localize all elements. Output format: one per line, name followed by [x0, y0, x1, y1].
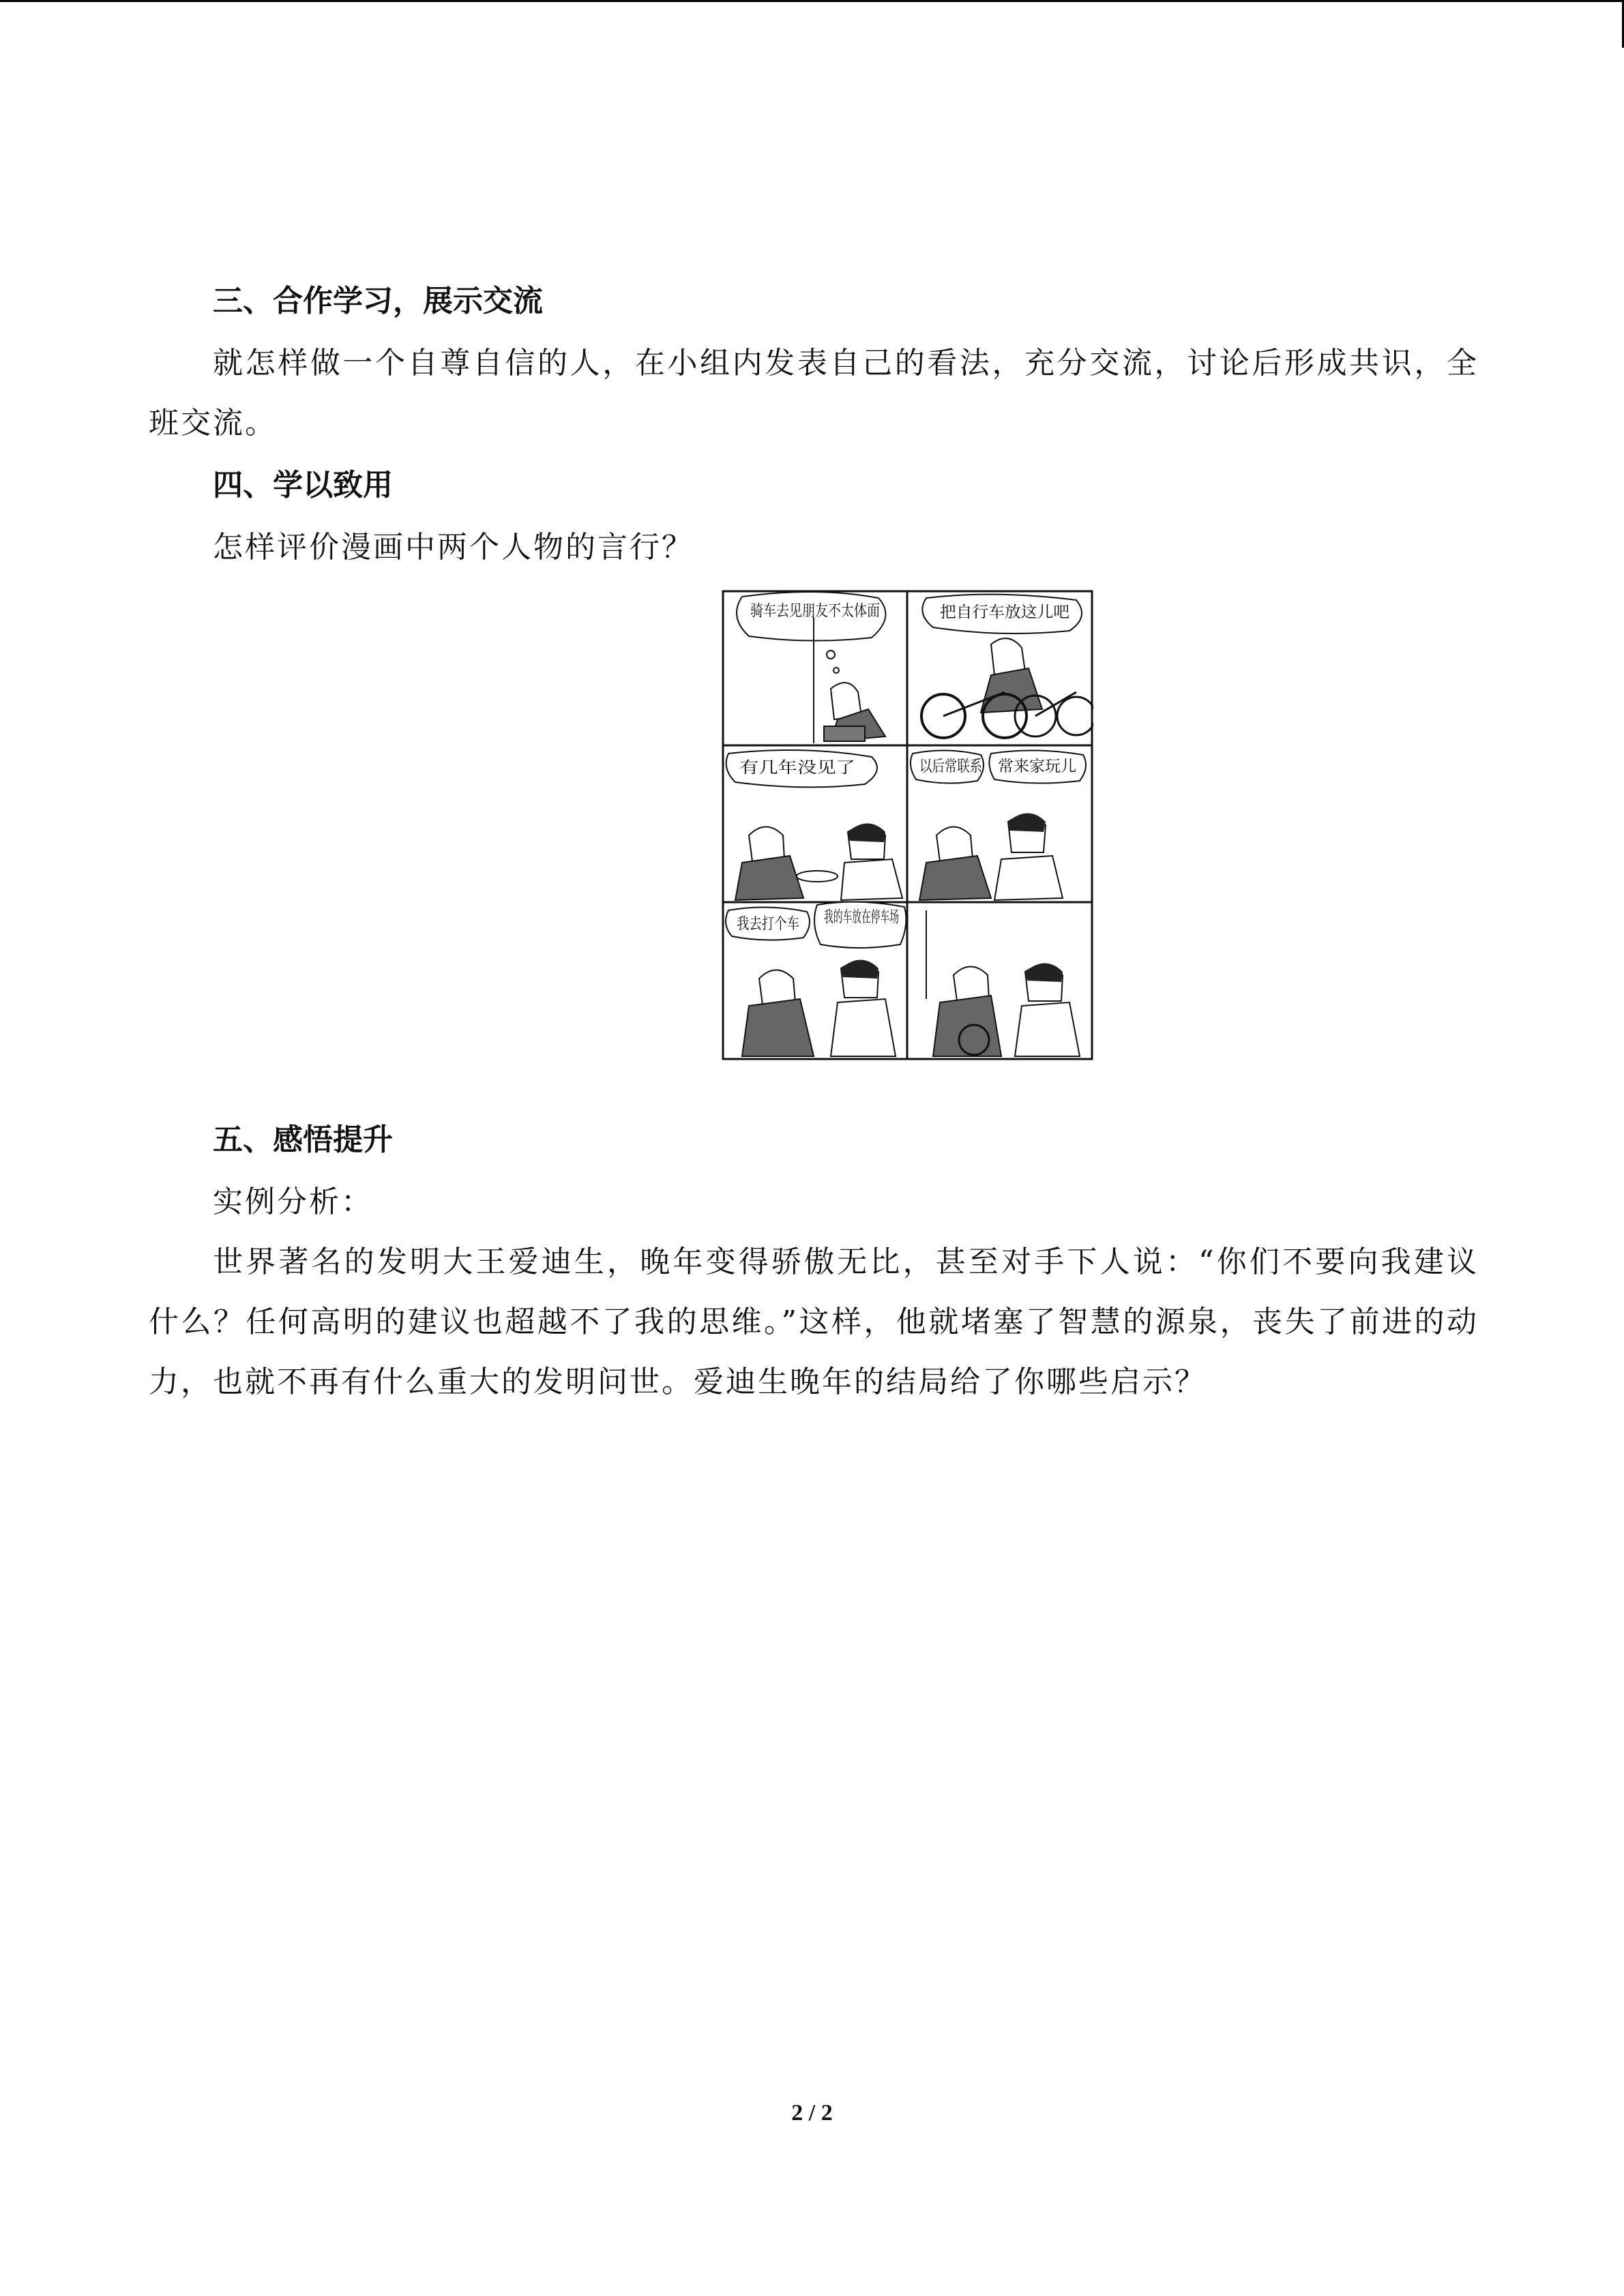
section-3-heading: 三、合作学习，展示交流 [213, 284, 543, 318]
section-4-body: 怎样评价漫画中两个人物的言行？ [213, 530, 694, 565]
comic-text-2: 把自行车放这儿吧 [940, 603, 1069, 621]
top-border [0, 0, 1624, 2]
section-5-label: 实例分析： [213, 1184, 373, 1219]
comic-text-4b: 常来家玩儿 [998, 758, 1076, 775]
comic-text-5a: 我去打个车 [737, 915, 799, 933]
section-3-body: 就怎样做一个自尊自信的人，在小组内发表自己的看法，充分交流，讨论后形成共识，全班交流。 [149, 346, 1479, 441]
section-5-body: 世界著名的发明大王爱迪生，晚年变得骄傲无比，甚至对手下人说：“你们不要向我建议什么？任何高明的建议也超越不了我的思维。”这样，他就堵塞了智慧的源泉，丧失了前进的动力，也就不再有什么重大的发明问世。爱迪生晚年的结局给了你哪些启示？ [149, 1244, 1479, 1399]
comic-text-1: 骑车去见朋友不太体面 [750, 602, 880, 620]
comic-strip-image [722, 590, 1093, 1060]
comic-text-4a: 以后常联系 [919, 758, 982, 775]
comic-text-3: 有几年没见了 [739, 759, 855, 777]
page-number: 2 / 2 [791, 2100, 833, 2126]
comic-text-5b: 我的车放在停车场 [824, 908, 899, 926]
document-body [149, 269, 1479, 1412]
section-4-heading: 四、学以致用 [213, 468, 393, 503]
section-5-heading: 五、感悟提升 [213, 1122, 393, 1157]
comic-container [149, 590, 1479, 1067]
